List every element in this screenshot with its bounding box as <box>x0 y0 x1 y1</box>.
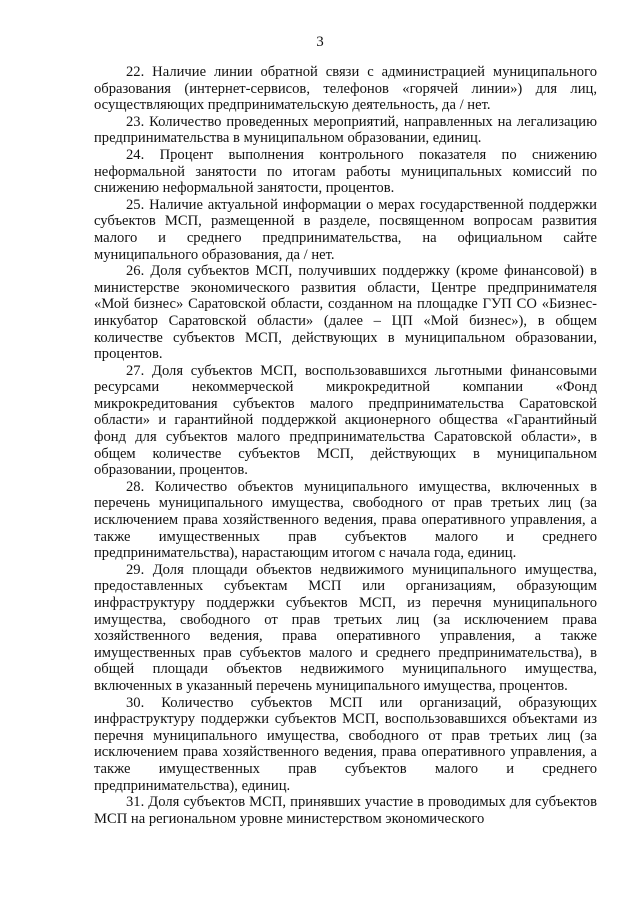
page-number: 3 <box>316 34 324 50</box>
list-item-25: 25. Наличие актуальной информации о мерах государственной поддержки субъектов МСП, размещенной в разделе, посвященном вопросам развития малого и среднего предпринимательства, на официальном сайте муниципального образования, да / нет. <box>94 196 597 263</box>
list-item-22: 22. Наличие линии обратной связи с администрацией муниципального образования (интернет-сервисов, телефонов «горячей линии») для лиц, осуществляющих предпринимательскую деятельность, да / нет. <box>94 64 597 114</box>
list-item-24: 24. Процент выполнения контрольного показателя по снижению неформальной занятости по итогам работы муниципальных комиссий по снижению неформальной занятости, процентов. <box>94 146 597 197</box>
list-item-27: 27. Доля субъектов МСП, воспользовавшихся льготными финансовыми ресурсами некоммерческой микрокредитной компании «Фонд микрокредитования субъектов малого предпринимательства Саратовской области» и гарантийной поддержкой акционерного общества «Гарантийный фонд для субъектов малого предпринимательства Саратовской области», в общем количестве субъектов МСП, действующих в муниципальном образовании, процентов. <box>94 362 597 479</box>
list-item-30: 30. Количество субъектов МСП или организаций, образующих инфраструктуру поддержки субъектов МСП, воспользовавшихся объектами из перечня муниципального имущества, свободного от прав третьих лиц (за исключением права хозяйственного ведения, права оперативного управления, а также имущественных прав субъектов малого и среднего предпринимательства), единиц. <box>94 694 597 794</box>
list-item-23: 23. Количество проведенных мероприятий, направленных на легализацию предпринимательства в муниципальном образовании, единиц. <box>94 113 597 147</box>
list-item-29: 29. Доля площади объектов недвижимого муниципального имущества, предоставленных субъектам МСП или организациям, образующим инфраструктуру поддержки субъектов МСП, из перечня муниципального имущества, свободного от прав третьих лиц (за исключением права хозяйственного ведения, права оперативного управления, а также имущественных прав субъектов малого и среднего предпринимательства), в общей площади объектов недвижимого муниципального имущества, включенных в указанный перечень муниципального имущества, процентов. <box>94 561 597 694</box>
list-item-28: 28. Количество объектов муниципального имущества, включенных в перечень муниципального имущества, свободного от прав третьих лиц (за исключением права хозяйственного ведения, права оперативного управления, а также имущественных прав субъектов малого и среднего предпринимательства), нарастающим итогом с начала года, единиц. <box>94 478 597 562</box>
list-item-26: 26. Доля субъектов МСП, получивших поддержку (кроме финансовой) в министерстве экономического развития области, Центре предпринимателя «Мой бизнес» Саратовской области, созданном на площадке ГУП СО «Бизнес-инкубатор Саратовской области» (далее – ЦП «Мой бизнес»), в общем количестве субъектов МСП, действующих в муниципальном образовании, процентов. <box>94 263 597 363</box>
list-item-31: 31. Доля субъектов МСП, принявших участие в проводимых для субъектов МСП на региональном уровне министерством экономического <box>94 794 597 827</box>
document-body <box>94 64 597 827</box>
